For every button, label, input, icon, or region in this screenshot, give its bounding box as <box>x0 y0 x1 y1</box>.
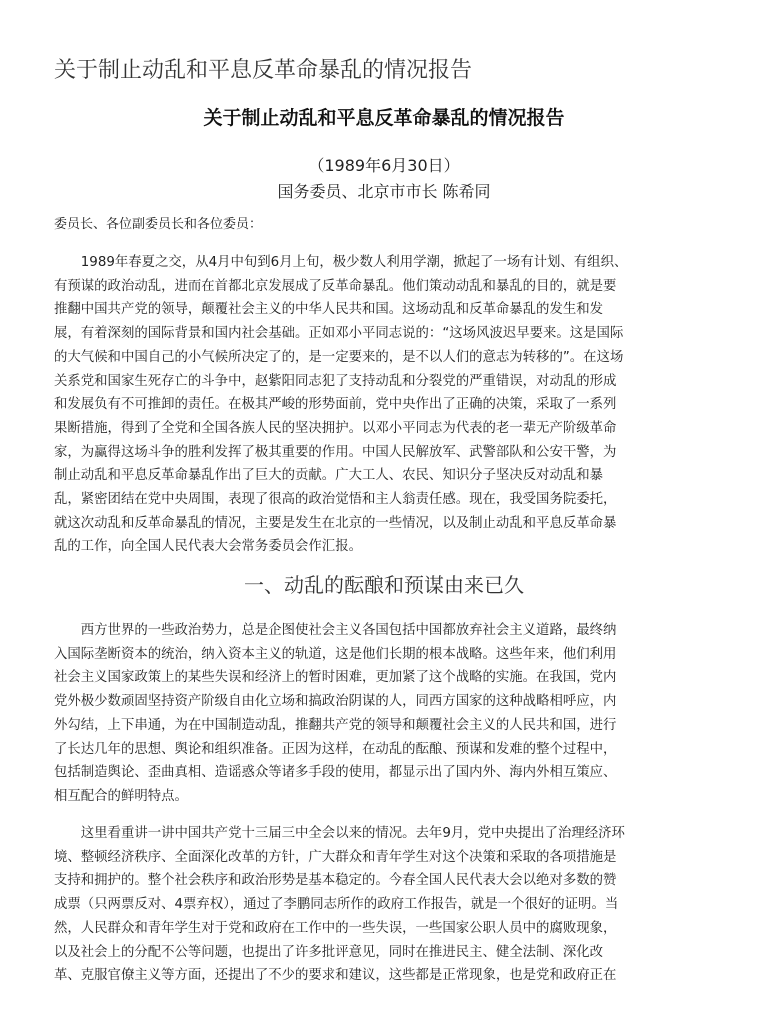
paragraph-line: 展，有着深刻的国际背景和国内社会基础。正如邓小平同志说的：“这场风波迟早要来。这是国际 <box>54 326 624 342</box>
report-title: 关于制止动乱和平息反革命暴乱的情况报告 <box>203 107 565 129</box>
paragraph-line: 有预谋的政治动乱，进而在首都北京发展成了反革命暴乱。他们策动动乱和暴乱的目的，就是要 <box>54 278 617 294</box>
paragraph-line: 境、整顿经济秩序、全面深化改革的方针，广大群众和青年学生对这个决策和采取的各项措施是 <box>54 849 617 865</box>
paragraph-line: 社会主义国家政策上的某些失误和经济上的暂时困难，更加紧了这个战略的实施。在我国，党内 <box>54 670 617 686</box>
paragraph-line: 了长达几年的思想、舆论和组织准备。正因为这样，在动乱的酝酿、预谋和发难的整个过程中， <box>54 741 617 757</box>
paragraph-line: 1989年春夏之交，从4月中旬到6月上旬，极少数人利用学潮，掀起了一场有计划、有组织、 <box>54 255 628 270</box>
paragraph-line: 然，人民群众和青年学生对于党和政府在工作中的一些失误，一些国家公职人员中的腐败现象， <box>54 920 617 936</box>
paragraph-line: 乱的工作，向全国人民代表大会常务委员会作汇报。 <box>54 539 362 555</box>
paragraph-line: 的大气候和中国自己的小气候所决定了的，是一定要来的，是不以人们的意志为转移的”。在这场 <box>54 349 624 365</box>
paragraph <box>54 822 718 988</box>
paragraph-line: 入国际垄断资本的统治，纳入资本主义的轨道，这是他们长期的根本战略。这些年来，他们利用 <box>54 646 617 662</box>
paragraph <box>54 251 718 559</box>
paragraph-line: 就这次动乱和反革命暴乱的情况，主要是发生在北京的一些情况，以及制止动乱和平息反革命暴 <box>54 515 617 531</box>
paragraph-line: 和发展负有不可推卸的责任。在极其严峻的形势面前，党中央作出了正确的决策，采取了一系列 <box>54 397 617 413</box>
paragraph-line: 推翻中国共产党的领导，颠覆社会主义的中华人民共和国。这场动乱和反革命暴乱的发生和发 <box>54 302 604 318</box>
paragraph-line: 成票（只两票反对、4票弃权），通过了李鹏同志所作的政府工作报告，就是一个很好的证明。当 <box>54 897 619 913</box>
paragraph-line: 以及社会上的分配不公等问题，也提出了许多批评意见，同时在推进民主、健全法制、深化改 <box>54 944 604 960</box>
paragraph-line: 乱，紧密团结在党中央周围，表现了很高的政治觉悟和主人翁责任感。现在，我受国务院委托， <box>54 492 617 508</box>
paragraph-line: 制止动乱和平息反革命暴乱作出了巨大的贡献。广大工人、农民、知识分子坚决反对动乱和暴 <box>54 468 604 484</box>
paragraph-line: 这里看重讲一讲中国共产党十三届三中全会以来的情况。去年9月，党中央提出了治理经济环 <box>54 826 625 841</box>
salutation: 委员长、各位副委员长和各位委员： <box>54 217 263 232</box>
document-title: 关于制止动乱和平息反革命暴乱的情况报告 <box>54 58 473 83</box>
paragraph-line: 外勾结，上下串通，为在中国制造动乱，推翻共产党的领导和颠覆社会主义的人民共和国，进行 <box>54 717 617 733</box>
report-date: （1989年6月30日） <box>308 156 460 175</box>
section-heading: 一、动乱的酝酿和预谋由来已久 <box>244 573 524 597</box>
paragraph <box>54 619 718 809</box>
paragraph-line: 相互配合的鲜明特点。 <box>54 788 188 804</box>
paragraph-line: 关系党和国家生死存亡的斗争中，赵紫阳同志犯了支持动乱和分裂党的严重错误，对动乱的形成 <box>54 373 617 389</box>
paragraph-line: 家，为赢得这场斗争的胜利发挥了极其重要的作用。中国人民解放军、武警部队和公安干警，为 <box>54 444 617 460</box>
report-author: 国务委员、北京市市长 陈希同 <box>277 182 491 201</box>
paragraph-line: 党外极少数顽固坚持资产阶级自由化立场和搞政治阴谋的人，同西方国家的这种战略相呼应，内 <box>54 694 617 710</box>
paragraph-line: 果断措施，得到了全党和全国各族人民的坚决拥护。以邓小平同志为代表的老一辈无产阶级革命 <box>54 420 617 436</box>
paragraph-line: 包括制造舆论、歪曲真相、造谣惑众等诸多手段的使用，都显示出了国内外、海内外相互策应、 <box>54 765 617 781</box>
paragraph-line: 支持和拥护的。整个社会秩序和政治形势是基本稳定的。今春全国人民代表大会以绝对多数的赞 <box>54 873 617 889</box>
paragraph-line: 革、克服官僚主义等方面，还提出了不少的要求和建议，这些都是正常现象，也是党和政府正在 <box>54 968 617 984</box>
paragraph-line: 西方世界的一些政治势力，总是企图使社会主义各国包括中国都放弃社会主义道路，最终纳 <box>54 623 617 638</box>
